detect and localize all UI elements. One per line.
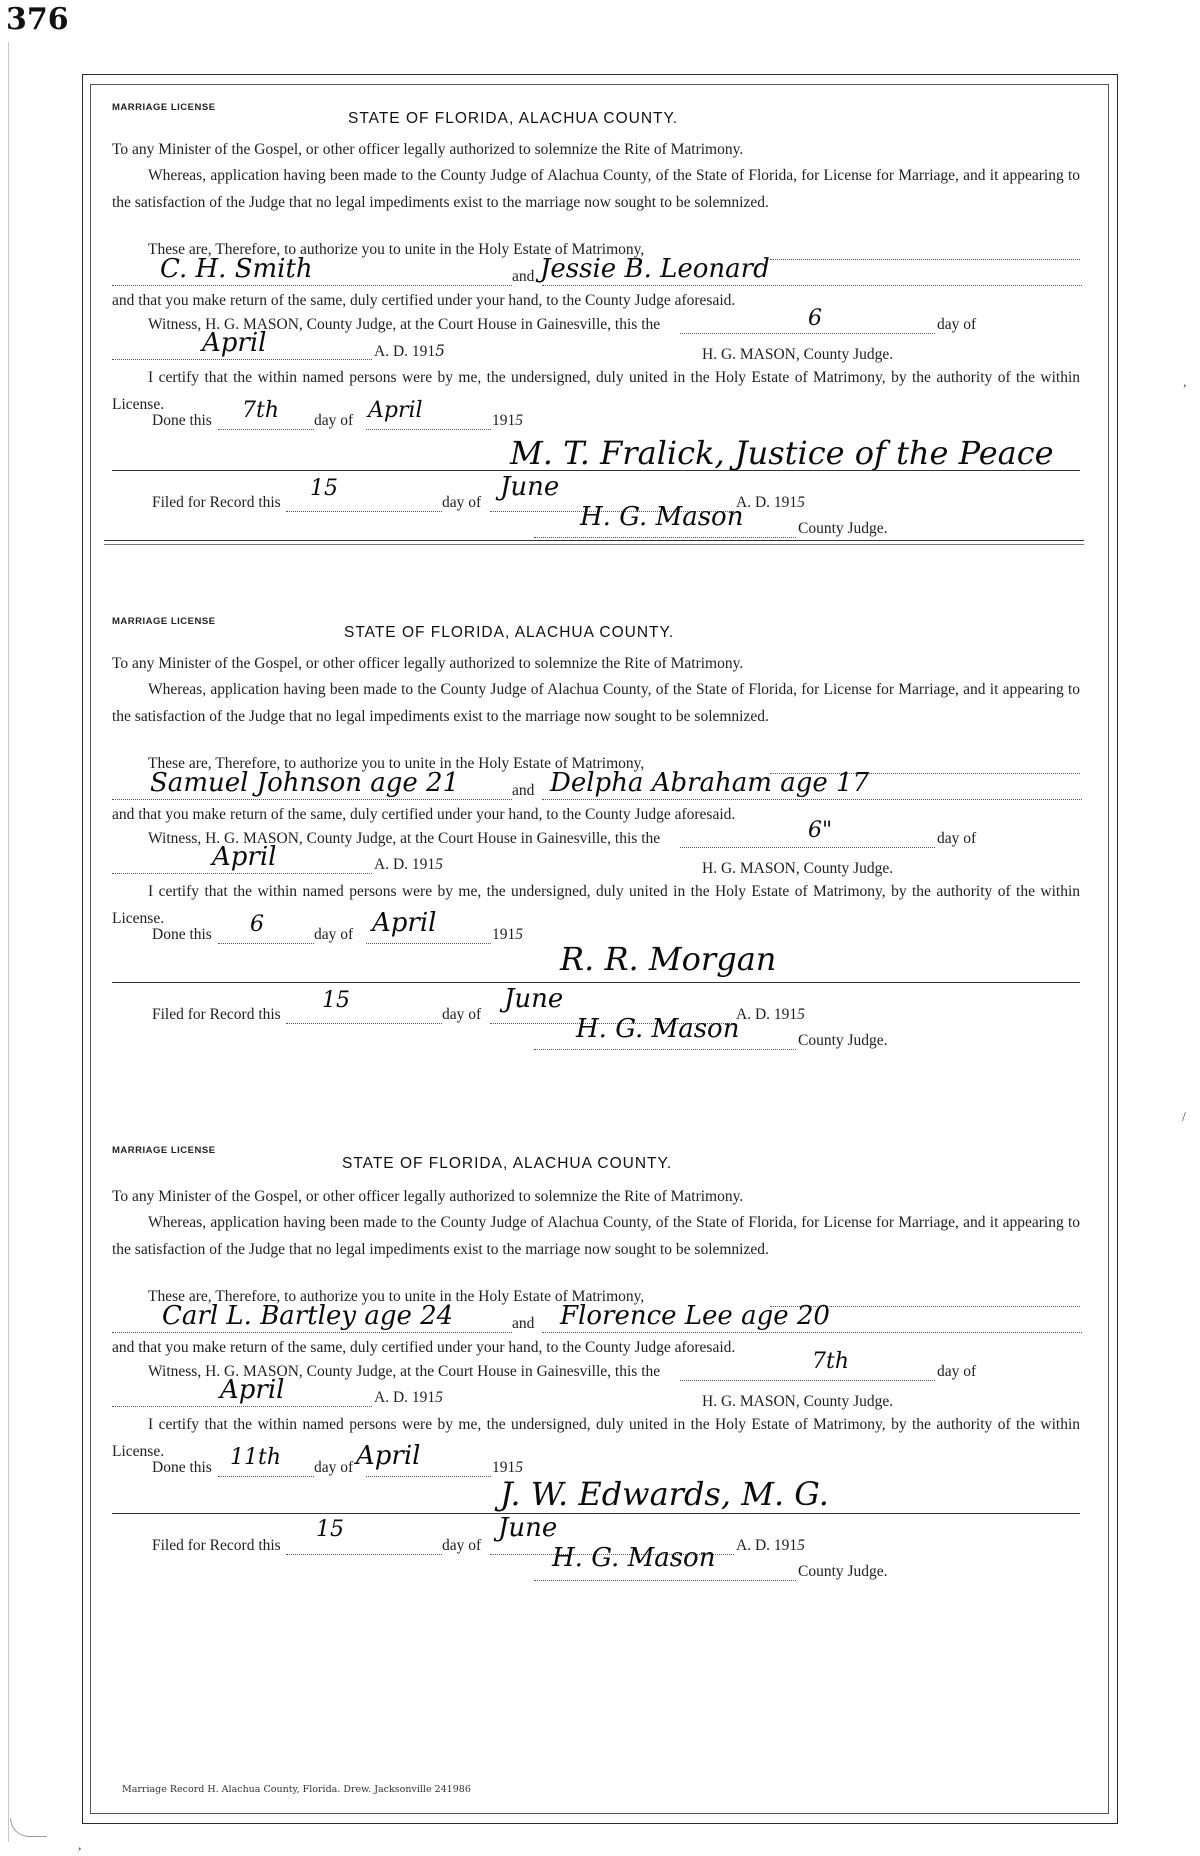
day-of-text: day of [937,1363,977,1380]
witness-text: Witness, H. G. MASON, County Judge, at the Court House in Gainesville, this the [148,1363,661,1380]
blank-line [770,258,1080,260]
judge-title: H. G. MASON, County Judge. [702,346,894,363]
and-text: and [512,268,535,285]
filed-day: 15 [310,476,338,501]
filed-day: 15 [322,988,350,1013]
filed-year-digit: 5 [797,494,805,511]
ad-text [374,1389,443,1407]
blank-line [680,1379,935,1381]
year-digit: 5 [435,342,446,360]
done-year-label: 191 [492,1459,516,1476]
done-month: April [356,1441,421,1471]
done-year [492,412,523,430]
margin-mark: / [1182,1110,1186,1125]
address-text: To any Minister of the Gospel, or other officer legally authorized to solemnize the Rite of Matrimony. [112,655,744,672]
filed-text: Filed for Record this [152,1537,281,1554]
recorder-signature: H. G. Mason [576,1014,740,1044]
whereas-text: Whereas, application having been made to the County Judge of Alachua County, of the State of Florida, for License for Marriage, and it appearing to the satisfaction of the Judge that no legal impediments exist to the marriage now sought to be solemnized. [112,167,1080,211]
witness-month: April [202,328,267,358]
and-text: and [512,1315,535,1332]
done-year-digit: 5 [515,1459,523,1476]
page-curl [10,1818,47,1837]
filed-ad [736,1006,805,1024]
whereas-text: Whereas, application having been made to the County Judge of Alachua County, of the State of Florida, for License for Marriage, and it appearing to the satisfaction of the Judge that no legal impediments exist to the marriage now sought to be solemnized. [112,1214,1080,1258]
blank-line [286,1553,442,1555]
page-number: 376 [6,2,69,37]
certify-text: I certify that the within named persons were by me, the undersigned, duly united in the Holy Estate of Matrimony, by the authority of the within License. [112,369,1080,413]
county-judge-text: County Judge. [798,1032,888,1049]
recorder-signature: H. G. Mason [580,502,744,532]
year-digit: 5 [435,1389,443,1406]
bride-line [542,284,1082,286]
filed-month: June [504,984,564,1014]
witness-text: Witness, H. G. MASON, County Judge, at the Court House in Gainesville, this the [148,830,661,847]
county-judge-text: County Judge. [798,1563,888,1580]
filed-month: June [498,1513,558,1543]
license-label: MARRIAGE LICENSE [112,616,216,627]
filed-day-of-text: day of [442,1006,482,1023]
certify-text: I certify that the within named persons were by me, the undersigned, duly united in the Holy Estate of Matrimony, by the authority of the within License. [112,883,1080,927]
blank-line [366,942,491,944]
bride-line [542,1331,1082,1333]
filed-year-digit: 5 [797,1006,805,1023]
return-text: and that you make return of the same, duly certified under your hand, to the County Judge aforesaid. [112,292,736,309]
filed-month: June [500,472,560,502]
filed-day-of-text: day of [442,1537,482,1554]
recorder-signature: H. G. Mason [552,1543,716,1573]
witness-day: 7th [812,1349,850,1374]
done-day: 7th [242,398,280,423]
and-text: and [512,782,535,799]
license-label: MARRIAGE LICENSE [112,1145,216,1156]
bride-name: Delpha Abraham age 17 [550,768,870,798]
done-year-digit: 5 [515,412,523,429]
done-year [492,926,523,944]
day-of-text: day of [937,316,977,333]
filed-ad-label: A. D. 191 [736,1006,798,1023]
ad-label: A. D. 191 [374,343,436,360]
filed-day-of-text: day of [442,494,482,511]
whereas-text: Whereas, application having been made to the County Judge of Alachua County, of the State of Florida, for License for Marriage, and it appearing to the satisfaction of the Judge that no legal impediments exist to the marriage now sought to be solemnized. [112,681,1080,725]
filed-year-digit: 5 [797,1537,805,1554]
address-text: To any Minister of the Gospel, or other officer legally authorized to solemnize the Rite of Matrimony. [112,141,744,158]
officiant-signature: M. T. Fralick, Justice of the Peace [510,434,1054,472]
year-digit: 5 [435,856,443,873]
marriage-license-1 [90,84,1109,604]
done-this-text: Done this [152,926,212,943]
section-divider [104,540,1084,545]
blank-line [112,872,372,874]
blank-line [680,846,935,848]
blank-line [286,510,442,512]
done-month: April [372,908,437,938]
ad-label: A. D. 191 [374,1389,436,1406]
done-year-label: 191 [492,412,516,429]
margin-mark: , [78,1838,82,1853]
return-text: and that you make return of the same, duly certified under your hand, to the County Judge aforesaid. [112,1339,736,1356]
county-judge-text: County Judge. [798,520,888,537]
filed-text: Filed for Record this [152,494,281,511]
section-rule [112,982,1080,983]
authorize-text: These are, Therefore, to authorize you to unite in the Holy Estate of Matrimony, [148,755,645,772]
groom-line [112,798,512,800]
done-year-digit: 5 [515,926,523,943]
marriage-license-2 [90,616,1109,1140]
done-this-text: Done this [152,1459,212,1476]
groom-name: Carl L. Bartley age 24 [162,1301,454,1331]
witness-day: 6 [808,306,822,331]
filed-ad [736,1537,805,1555]
witness-month: April [212,842,277,872]
witness-month: April [220,1375,285,1405]
state-heading: STATE OF FLORIDA, ALACHUA COUNTY. [342,1155,673,1172]
done-month: April [368,398,423,423]
blank-line [218,428,314,430]
state-heading: STATE OF FLORIDA, ALACHUA COUNTY. [348,110,679,127]
margin-mark: , [1183,375,1187,390]
blank-line [534,536,796,538]
done-year-label: 191 [492,926,516,943]
section-rule [112,470,1080,471]
judge-title: H. G. MASON, County Judge. [702,860,894,877]
blank-line [534,1579,796,1581]
groom-name: Samuel Johnson age 21 [150,768,460,798]
blank-line [366,428,491,430]
marriage-license-3 [90,1147,1109,1667]
done-day: 11th [230,1445,282,1470]
blank-line [112,358,372,360]
blank-line [680,332,935,334]
address-text: To any Minister of the Gospel, or other officer legally authorized to solemnize the Rite of Matrimony. [112,1188,744,1205]
section-rule [112,1513,1080,1514]
filed-ad-label: A. D. 191 [736,494,798,511]
authorize-text: These are, Therefore, to authorize you to unite in the Holy Estate of Matrimony, [148,1288,645,1305]
bride-line [542,798,1082,800]
license-label: MARRIAGE LICENSE [112,102,216,113]
blank-line [534,1048,796,1050]
witness-day: 6" [808,818,833,843]
witness-text: Witness, H. G. MASON, County Judge, at the Court House in Gainesville, this the [148,316,661,333]
authorize-text: These are, Therefore, to authorize you to unite in the Holy Estate of Matrimony, [148,241,645,258]
filed-day: 15 [316,1517,344,1542]
done-this-text: Done this [152,412,212,429]
bride-name: Jessie B. Leonard [540,254,770,284]
filed-text: Filed for Record this [152,1006,281,1023]
done-day-of-text: day of [314,412,354,429]
filed-ad-label: A. D. 191 [736,1537,798,1554]
blank-line [286,1022,442,1024]
record-footer: Marriage Record H. Alachua County, Florida. Drew. Jacksonville 241986 [122,1784,471,1795]
bride-name: Florence Lee age 20 [560,1301,830,1331]
ad-text [374,342,445,361]
done-day-of-text: day of [314,926,354,943]
groom-line [112,284,512,286]
groom-line [112,1331,512,1333]
blank-line [218,942,314,944]
state-heading: STATE OF FLORIDA, ALACHUA COUNTY. [344,624,675,641]
officiant-signature: R. R. Morgan [560,940,777,978]
ad-label: A. D. 191 [374,856,436,873]
judge-title: H. G. MASON, County Judge. [702,1393,894,1410]
blank-line [366,1475,491,1477]
done-day: 6 [250,912,264,937]
ad-text [374,856,443,874]
certify-text: I certify that the within named persons were by me, the undersigned, duly united in the Holy Estate of Matrimony, by the authority of the within License. [112,1416,1080,1460]
filed-ad [736,494,805,512]
groom-name: C. H. Smith [160,254,313,284]
blank-line [112,1405,372,1407]
page-edge [8,42,9,1842]
return-text: and that you make return of the same, duly certified under your hand, to the County Judge aforesaid. [112,806,736,823]
officiant-signature: J. W. Edwards, M. G. [500,1475,829,1513]
day-of-text: day of [937,830,977,847]
blank-line [218,1475,314,1477]
done-day-of-text: day of [314,1459,354,1476]
